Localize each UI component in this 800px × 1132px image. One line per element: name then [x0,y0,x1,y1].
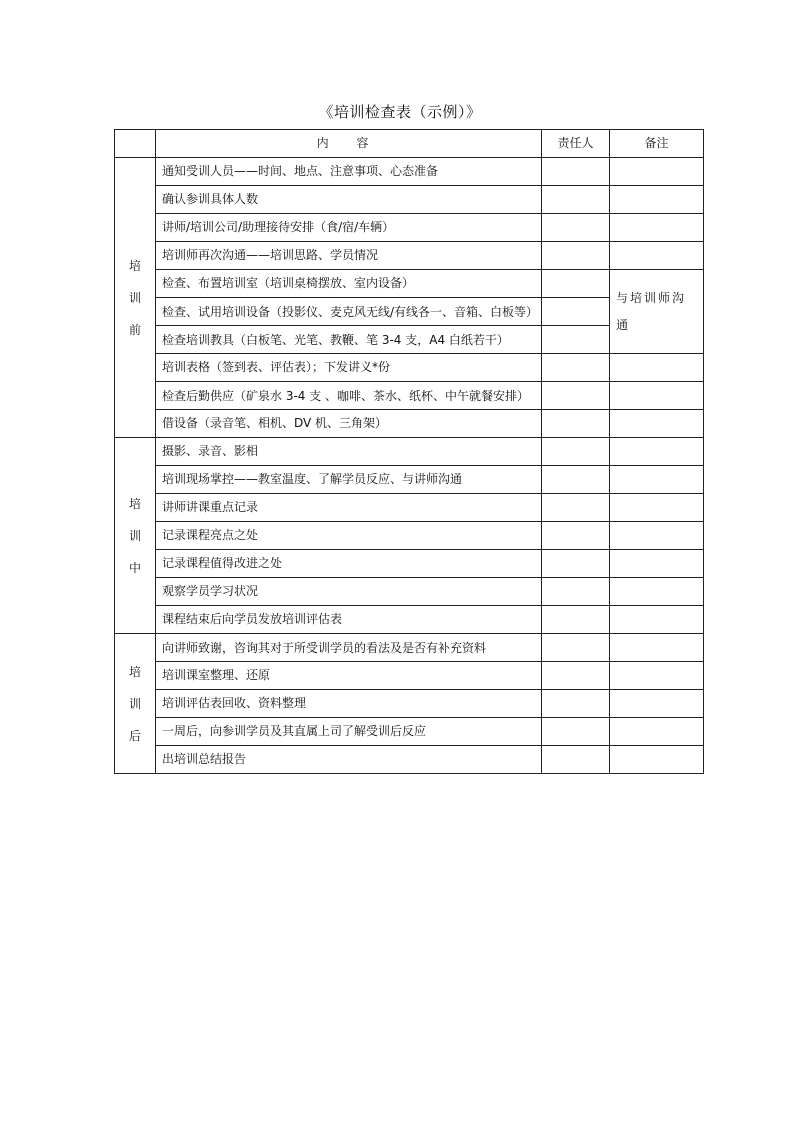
phase-before-cell [115,158,156,438]
table-row [115,382,704,410]
remark-cell [610,242,704,270]
remark-cell [610,606,704,634]
owner-cell [542,186,610,214]
item-text: 借设备（录音笔、相机、DV 机、三角架） [156,410,542,438]
owner-cell [542,746,610,774]
header-remark: 备注 [610,130,704,158]
phase-char: 训 [128,528,141,543]
owner-cell [542,326,610,354]
remark-cell [610,158,704,186]
phase-char: 中 [128,560,141,575]
table-row [115,242,704,270]
owner-cell [542,298,610,326]
table-row [115,522,704,550]
phase-char: 训 [128,696,141,711]
item-text: 出培训总结报告 [156,746,542,774]
owner-cell [542,354,610,382]
table-row [115,690,704,718]
header-row [115,130,704,158]
item-text: 检查、布置培训室（培训桌椅摆放、室内设备） [156,270,542,298]
remark-cell [610,634,704,662]
header-content: 内 容 [156,130,542,158]
remark-cell [610,382,704,410]
owner-cell [542,662,610,690]
item-text: 讲师讲课重点记录 [156,494,542,522]
item-text: 培训课室整理、还原 [156,662,542,690]
remark-cell [610,466,704,494]
owner-cell [542,410,610,438]
owner-cell [542,522,610,550]
table-row [115,746,704,774]
owner-cell [542,550,610,578]
owner-cell [542,242,610,270]
header-owner: 责任人 [542,130,610,158]
table-row [115,606,704,634]
phase-char: 培 [128,258,141,273]
table-row [115,578,704,606]
remark-cell [610,214,704,242]
item-text: 培训现场掌控——教室温度、了解学员反应、与讲师沟通 [156,466,542,494]
owner-cell [542,214,610,242]
remark-cell [610,494,704,522]
item-text: 记录课程亮点之处 [156,522,542,550]
document-title: 《培训检查表（示例）》 [318,103,482,121]
phase-char: 训 [128,290,141,305]
table-row [115,466,704,494]
phase-char: 培 [128,664,141,679]
item-text: 课程结束后向学员发放培训评估表 [156,606,542,634]
owner-cell [542,158,610,186]
table-row [115,158,704,186]
remark-cell [610,578,704,606]
table-row [115,718,704,746]
item-text: 向讲师致谢，咨询其对于所受训学员的看法及是否有补充资料 [156,634,542,662]
remark-cell [610,410,704,438]
item-text: 检查后勤供应（矿泉水 3-4 支 、咖啡、茶水、纸杯、中午就餐安排） [156,382,542,410]
item-text: 通知受训人员——时间、地点、注意事项、心态准备 [156,158,542,186]
owner-cell [542,438,610,466]
owner-cell [542,382,610,410]
phase-after-cell [115,634,156,774]
item-text: 培训评估表回收、资料整理 [156,690,542,718]
table-row [115,270,704,298]
phase-during-cell [115,438,156,634]
table-row [115,186,704,214]
item-text: 摄影、录音、影相 [156,438,542,466]
owner-cell [542,270,610,298]
training-checklist-table [114,129,704,774]
remark-note: 与培训师沟通 [610,270,704,354]
item-text: 观察学员学习状况 [156,578,542,606]
item-text: 培训表格（签到表、评估表）；下发讲义*份 [156,354,542,382]
item-text: 培训师再次沟通——培训思路、学员情况 [156,242,542,270]
table-row [115,214,704,242]
remark-cell [610,662,704,690]
item-text: 记录课程值得改进之处 [156,550,542,578]
remark-cell [610,522,704,550]
table-row [115,438,704,466]
remark-cell [610,186,704,214]
item-text: 讲师/培训公司/助理接待安排（食/宿/车辆） [156,214,542,242]
item-text: 检查培训教具（白板笔、光笔、教鞭、笔 3-4 支，A4 白纸若干） [156,326,542,354]
owner-cell [542,466,610,494]
remark-cell [610,550,704,578]
item-text: 检查、试用培训设备（投影仪、麦克风无线/有线各一、音箱、白板等） [156,298,542,326]
item-text: 一周后，向参训学员及其直属上司了解受训后反应 [156,718,542,746]
table-row [115,410,704,438]
item-text: 确认参训具体人数 [156,186,542,214]
owner-cell [542,634,610,662]
owner-cell [542,606,610,634]
remark-cell [610,746,704,774]
remark-cell [610,354,704,382]
owner-cell [542,494,610,522]
table-row [115,550,704,578]
owner-cell [542,718,610,746]
owner-cell [542,578,610,606]
header-phase [115,130,156,158]
phase-char: 培 [128,496,141,511]
remark-cell [610,438,704,466]
table-row [115,494,704,522]
phase-char: 前 [128,322,141,337]
phase-char: 后 [128,728,141,743]
table-row [115,662,704,690]
table-row [115,634,704,662]
remark-cell [610,690,704,718]
owner-cell [542,690,610,718]
table-row [115,354,704,382]
remark-cell [610,718,704,746]
